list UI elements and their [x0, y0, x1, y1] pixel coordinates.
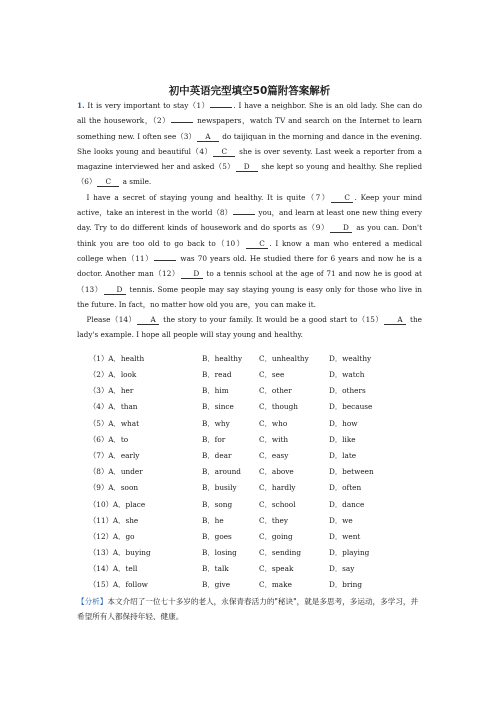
option-choice-a: A．early [108, 450, 140, 460]
passage-text: you，and learn at least one new thing every day. Try to do different kinds of housework and do sports as（9） [77, 208, 422, 233]
option-choice-b: B．busily [202, 483, 237, 493]
option-cell [329, 548, 369, 558]
option-choice-d: D．like [329, 434, 356, 444]
option-cell [259, 532, 329, 542]
option-choice-b: B．he [202, 515, 224, 525]
option-cell [259, 548, 329, 558]
option-cell [329, 435, 356, 445]
passage-text: as you can. Don't think you are too old to go back to（10） [77, 223, 422, 248]
option-choice-b: B．for [202, 434, 226, 444]
option-cell [89, 532, 202, 542]
option-choice-a: A．she [112, 515, 139, 525]
option-choice-d: D．how [329, 418, 358, 428]
option-number: （3） [89, 386, 109, 396]
option-cell [329, 402, 372, 412]
option-cell [329, 354, 371, 364]
option-choice-c: C．going [259, 531, 293, 541]
option-choice-b: B．since [202, 402, 234, 412]
option-number: （7） [89, 450, 109, 460]
document-page [77, 84, 422, 624]
option-choice-a: A．soon [108, 483, 139, 493]
option-choice-c: C．other [259, 386, 292, 396]
option-cell [202, 564, 259, 574]
option-cell [329, 500, 364, 510]
option-cell [202, 402, 259, 412]
passage-text: she kept so young and healthy. She replied（6） [77, 162, 423, 187]
option-choice-b: B．around [202, 467, 241, 477]
answer-blank: A [137, 315, 159, 325]
passage-paragraph-2 [77, 190, 422, 312]
passage-text: tennis. Some people may say staying young is easy only for those who live in the future. In fact，no matter how old you are，you can make it. [77, 284, 422, 309]
option-choice-d: D．playing [329, 548, 370, 558]
option-choice-c: C．speak [259, 564, 294, 574]
option-choice-b: B．song [202, 499, 233, 509]
options-list [77, 351, 422, 594]
option-choice-b: B．dear [202, 450, 232, 460]
analysis-text: 本文介绍了一位七十多岁的老人，永保青春活力的"秘诀"，就是多思考，多运动，多学习，并希望所有人都保持年轻、健康。 [77, 596, 419, 621]
option-cell [329, 580, 362, 590]
option-cell [89, 354, 202, 364]
option-cell [259, 386, 329, 396]
option-cell [202, 516, 259, 526]
option-cell [89, 386, 202, 396]
answer-blank [210, 107, 232, 108]
option-number: （9） [89, 483, 109, 493]
option-cell [89, 516, 202, 526]
answer-blank: C [97, 177, 119, 187]
passage-paragraph-1 [77, 98, 422, 190]
option-choice-d: D．went [329, 531, 361, 541]
option-choice-a: A．buying [112, 548, 151, 558]
option-cell [89, 435, 202, 445]
option-cell [329, 532, 360, 542]
option-row [77, 561, 422, 577]
option-choice-b: B．goes [202, 531, 232, 541]
option-number: （4） [89, 402, 109, 412]
option-cell [202, 580, 259, 590]
option-row [77, 383, 422, 399]
answer-blank: D [181, 269, 203, 279]
answer-blank: C [331, 193, 353, 203]
option-cell [329, 419, 358, 429]
passage-text: the lady's example. I hope all people will stay young and healthy. [77, 315, 422, 340]
option-cell [329, 483, 361, 493]
option-number: （14） [89, 564, 113, 574]
option-choice-a: A．look [108, 370, 137, 380]
option-choice-d: D．watch [329, 370, 365, 380]
option-cell [259, 516, 329, 526]
passage-text: was 70 years old. He studied there for 6 years and now he is a doctor. Another man（12） [77, 253, 422, 279]
option-row [77, 577, 422, 593]
option-choice-d: D．bring [329, 580, 363, 590]
passage-text: to a tennis school at the age of 71 and now he is good at（13） [77, 269, 422, 294]
option-choice-c: C．sending [259, 548, 302, 558]
option-row [77, 448, 422, 464]
option-choice-b: B．losing [202, 548, 237, 558]
option-choice-a: A．tell [112, 564, 138, 574]
option-choice-a: A．what [108, 418, 140, 428]
option-cell [259, 435, 329, 445]
option-cell [259, 500, 329, 510]
option-cell [259, 354, 329, 364]
option-row [77, 496, 422, 512]
passage-text: . I have a neighbor. She is an old lady. She can do all the housework，（2） [77, 101, 422, 126]
option-cell [89, 500, 202, 510]
passage-text: . Keep your mind active，take an interest in the world（8） [77, 192, 422, 218]
option-choice-a: A．place [112, 499, 146, 509]
passage-text: a smile. [120, 177, 152, 187]
option-choice-d: D．we [329, 515, 353, 525]
option-cell [329, 516, 353, 526]
option-choice-b: B．him [202, 386, 229, 396]
option-cell [329, 467, 374, 477]
option-number: （5） [89, 418, 109, 428]
answer-blank: C [213, 147, 235, 157]
option-cell [259, 451, 329, 461]
option-cell [202, 467, 259, 477]
option-number: （6） [89, 434, 109, 444]
passage-paragraph-3 [77, 312, 422, 343]
answer-blank: D [330, 223, 352, 233]
option-row [77, 545, 422, 561]
option-row [77, 480, 422, 496]
option-cell [329, 370, 364, 380]
option-cell [89, 402, 202, 412]
answer-blank: A [197, 132, 219, 142]
option-cell [202, 451, 259, 461]
answer-blank: C [246, 239, 268, 249]
option-choice-d: D．because [329, 402, 373, 412]
option-cell [202, 419, 259, 429]
option-cell [259, 419, 329, 429]
option-cell [89, 483, 202, 493]
option-choice-d: D．dance [329, 499, 365, 509]
passage-text: It is very important to stay（1） [84, 101, 210, 110]
passage-text: . I know a man who entered a medical college when（11） [77, 238, 422, 263]
option-choice-c: C．unhealthy [259, 353, 309, 363]
option-choice-c: C．hardly [259, 483, 296, 493]
option-choice-b: B．talk [202, 564, 229, 574]
option-row [77, 529, 422, 545]
option-choice-d: D．others [329, 386, 366, 396]
option-cell [89, 548, 202, 558]
option-choice-c: C．they [259, 515, 288, 525]
option-cell [202, 386, 259, 396]
option-cell [329, 451, 356, 461]
option-number: （2） [89, 370, 109, 380]
option-cell [89, 564, 202, 574]
option-cell [329, 564, 354, 574]
option-cell [202, 370, 259, 380]
option-choice-c: C．above [259, 467, 294, 477]
passage-text: newspapers，watch TV and search on the Internet to learn something new. I often see（3） [77, 116, 422, 141]
option-choice-b: B．read [202, 370, 232, 380]
option-choice-c: C．though [259, 402, 298, 412]
option-number: （12） [89, 531, 113, 541]
option-number: （10） [89, 499, 113, 509]
analysis-tag: 【分析】 [77, 596, 108, 606]
option-row [77, 399, 422, 415]
option-cell [259, 580, 329, 590]
option-choice-c: C．school [259, 499, 296, 509]
option-cell [259, 564, 329, 574]
option-cell [259, 467, 329, 477]
option-row [77, 367, 422, 383]
option-number: （11） [89, 515, 113, 525]
passage-text: Please（14） [86, 315, 137, 325]
option-cell [202, 354, 259, 364]
option-choice-d: D．say [329, 564, 355, 574]
option-row [77, 464, 422, 480]
option-choice-a: A．health [108, 353, 145, 363]
option-number: （13） [89, 548, 113, 558]
option-choice-a: A．than [108, 402, 138, 412]
option-row [77, 432, 422, 448]
answer-blank [154, 260, 176, 261]
option-cell [202, 483, 259, 493]
option-choice-d: D．between [329, 467, 374, 477]
option-cell [259, 483, 329, 493]
option-number: （15） [89, 580, 113, 590]
passage-text: she is over seventy. Last week a reporter from a magazine interviewed her and asked（5） [77, 146, 422, 172]
option-row [77, 351, 422, 367]
option-choice-b: B．give [202, 580, 231, 590]
analysis-section [77, 594, 422, 624]
option-row [77, 416, 422, 432]
answer-blank [171, 122, 193, 123]
option-cell [89, 419, 202, 429]
option-choice-d: D．late [329, 450, 357, 460]
option-choice-a: A．her [108, 386, 134, 396]
option-cell [259, 402, 329, 412]
option-cell [89, 451, 202, 461]
passage-text: do taijiquan in the morning and dance in the evening. She looks young and beautiful（4） [77, 131, 422, 156]
option-choice-c: C．who [259, 418, 288, 428]
option-choice-b: B．healthy [202, 353, 243, 363]
option-number: （1） [89, 353, 109, 363]
option-cell [202, 435, 259, 445]
option-choice-d: D．wealthy [329, 353, 372, 363]
question-number: 1. [77, 101, 85, 110]
option-cell [89, 370, 202, 380]
option-cell [202, 500, 259, 510]
option-cell [329, 386, 366, 396]
passage-text: I have a secret of staying young and healthy. It is quite（7） [86, 192, 331, 202]
option-choice-c: C．make [259, 580, 292, 590]
document-title: 初中英语完型填空50篇附答案解析 [168, 85, 331, 97]
answer-blank: D [104, 285, 126, 295]
option-choice-c: C．with [259, 434, 289, 444]
option-choice-b: B．why [202, 418, 230, 428]
option-cell [89, 580, 202, 590]
option-cell [259, 370, 329, 380]
option-choice-a: A．go [112, 531, 135, 541]
option-choice-a: A．to [108, 434, 129, 444]
answer-blank: A [384, 315, 406, 325]
option-cell [89, 467, 202, 477]
paragraph-content [77, 101, 422, 186]
option-choice-a: A．follow [112, 580, 148, 590]
option-choice-a: A．under [108, 467, 143, 477]
option-number: （8） [89, 467, 109, 477]
option-cell [202, 548, 259, 558]
answer-blank: D [236, 162, 258, 172]
passage-text: the story to your family. It would be a good start to（15） [160, 315, 384, 325]
answer-blank [233, 214, 255, 215]
option-cell [202, 532, 259, 542]
option-row [77, 513, 422, 529]
option-choice-c: C．see [259, 370, 285, 380]
option-choice-d: D．often [329, 483, 362, 493]
option-choice-c: C．easy [259, 450, 289, 460]
